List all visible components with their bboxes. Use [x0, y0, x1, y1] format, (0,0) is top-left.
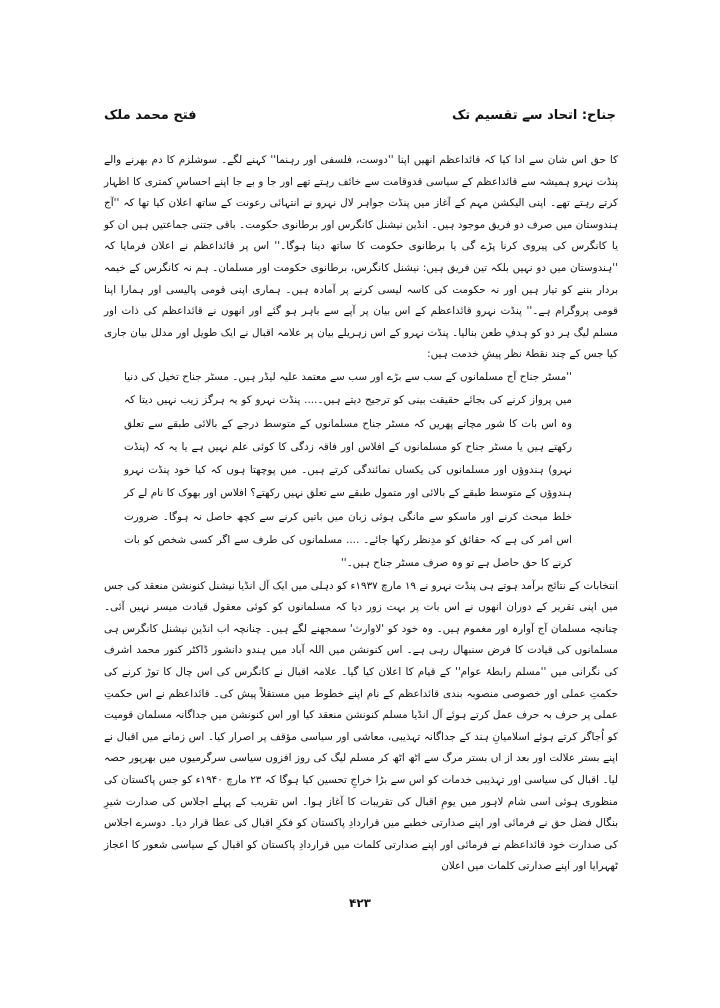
running-book-title: جناح: اتحاد سے تقسیم تک: [451, 108, 616, 123]
paragraph-2: انتخابات کے نتائج برآمد ہوتے ہی پنڈت نہرو نے ۱۹ مارچ ۱۹۳۷ء کو دہلی میں ایک آل انڈیا نیشنل کنونشن منعقد کی جس میں اپنی تقریر کے دوران انھوں نے اس بات پر بہت زور دیا کہ مسلمانوں کو کوئی معقول قیادت میسر نہیں آئی۔ چنانچہ مسلمان آج آوارہ اور مغموم ہیں۔ وہ خود کو 'لاوارث' سمجھنے لگے ہیں۔ چنانچہ اب انڈین نیشنل کانگرس ہی مسلمانوں کی قیادت کا فرض سنبھال رہی ہے۔ اس کنونشن میں اللہ آباد میں ہندو دانشور ڈاکٹر کنور محمد اشرف کی نگرانی میں ''مسلم رابطۂ عوام'' کے قیام کا اعلان کیا گیا۔ علامہ اقبال نے کانگرس کی اس چال کا توڑ کرنے کی حکمتِ عملی اور خصوصی منصوبہ بندی قائداعظم کے نام اپنے خطوط میں مستقلاً پیش کی۔ قائداعظم نے اس حکمتِ عملی پر حرف بہ حرف عمل کرتے ہوئے آل انڈیا مسلم کنونشن منعقد کیا اور اس کنونشن میں جداگانہ مسلمان قومیت کو اُجاگر کرتے ہوئے اسلامیانِ ہند کے جداگانہ تہذیبی، معاشی اور سیاسی مؤقف پر اصرار کیا۔ اس زمانے میں اقبال نے اپنے بستر علالت اور بعد از اں بستر مرگ سے اٹھ اٹھ کر مسلم لیگ کی روز افزوں سیاسی سرگرمیوں میں بھرپور حصہ لیا۔ اقبال کی سیاسی اور تہذیبی خدمات کو اس سے بڑا خراجِ تحسین کیا ہوگا کہ ۲۳ مارچ ۱۹۴۰ء کو جس پاکستان کی منظوری ہوئی اسی شام لاہور میں یومِ اقبال کی تقریبات کا آغاز ہوا۔ اس تقریب کے پہلے اجلاس کی صدارت شیرِ بنگال فضل حق نے فرمائی اور اپنے صدارتی خطبے میں قراردادِ پاکستان کو فکرِ اقبال کی عطا قرار دیا۔ دوسرے اجلاس کی صدارت خود قائداعظم نے فرمائی اور اپنے صدارتی کلمات میں قراردادِ پاکستان کو اقبال کے سیاسی شعور کا اعجاز ٹھہرایا اور اپنے صدارتی کلمات میں اعلان: [104, 579, 619, 873]
running-author-name: فتح محمد ملک: [104, 108, 197, 123]
paragraph-1: کا حق اس شان سے ادا کیا کہ قائداعظم انھیں اپنا ''دوست، فلسفی اور رہنما'' کہنے لگے۔ سوشلزم کا دم بھرنے والے پنڈت نہرو ہمیشہ سے قائداعظم کے سیاسی قدوقامت سے خائف رہتے تھے اور جا و بے جا اپنے احساسِ کمتری کا اظہار کرتے رہتے تھے۔ اپنی الیکشن مہم کے آغاز میں پنڈت جواہر لال نہرو نے انتہائی رعونت کے ساتھ اعلان کیا تھا کہ ''آج ہندوستان میں صرف دو فریق موجود ہیں۔ انڈین نیشنل کانگرس اور برطانوی حکومت۔ باقی جتنی جماعتیں ہیں ان کو یا کانگرس کی پیروی کرنا پڑے گی یا برطانوی حکومت کا ساتھ دینا ہوگا۔'' اس پر قائداعظم نے اعلان فرمایا کہ ''ہندوستان میں دو نہیں بلکہ تین فریق ہیں: نیشنل کانگرس، برطانوی حکومت اور مسلمان۔ ہم نہ کانگرس کے خیمہ بردار بننے کو تیار ہیں اور نہ حکومت کی کاسہ لیسی کرنے پر آمادہ ہیں۔ ہماری اپنی قومی پالیسی اور ہمارا اپنا قومی پروگرام ہے۔'' پنڈت نہرو قائداعظم کے اس بیان پر آپے سے باہر ہو گئے اور انھوں نے قائداعظم کی ذات اور مسلم لیگ ہر دو کو ہدفِ طعن بنالیا۔ پنڈت نہرو کے اس زہریلے بیان پر علامہ اقبال نے ایک طویل اور مدلل بیان جاری کیا جس کے چند نقطۂ نظر پیشِ خدمت ہیں:: [104, 154, 618, 361]
page-header: [104, 108, 616, 130]
block-quote: ''مسٹر جناح آج مسلمانوں کے سب سے بڑے اور سب سے معتمد علیہ لیڈر ہیں۔ مسٹر جناح تخیل کی دنیا میں پرواز کرنے کی بجائے حقیقت بینی کو ترجیح دیتے ہیں۔.... پنڈت نہرو کو یہ ہرگز زیب نہیں دیتا کہ وہ اس بات کا شور مچاتے پھریں کہ مسٹر جناح مسلمانوں کے متوسط درجے کے بالائی طبقے سے تعلق رکھتے ہیں یا مسٹر جناح کو مسلمانوں کے افلاس اور فاقہ زدگی کا کوئی علم نہیں ہے یا یہ کہ (پنڈت نہرو) ہندوؤں اور مسلمانوں کی یکساں نمائندگی کرتے ہیں۔ میں پوچھتا ہوں کہ کیا خود پنڈت نہرو ہندوؤں کے متوسط طبقے کے بالائی اور متمول طبقے سے تعلق نہیں رکھتے؟ افلاس اور بھوک کا نام لے کر خلط مبحث کرنے اور ماسکو سے مانگی ہوئی زبان میں باتیں کرنے سے کچھ حاصل نہ ہوگا۔ ضرورت اس امر کی ہے کہ حقائق کو مدِنظر رکھا جائے۔ .... مسلمانوں کی طرف سے اگر کسی شخص کو بات کرنے کا حق حاصل ہے تو وہ صرف مسٹر جناح ہیں۔'': [124, 370, 572, 570]
body-text: [104, 150, 618, 878]
page-number: ۴۲۳: [349, 896, 371, 910]
